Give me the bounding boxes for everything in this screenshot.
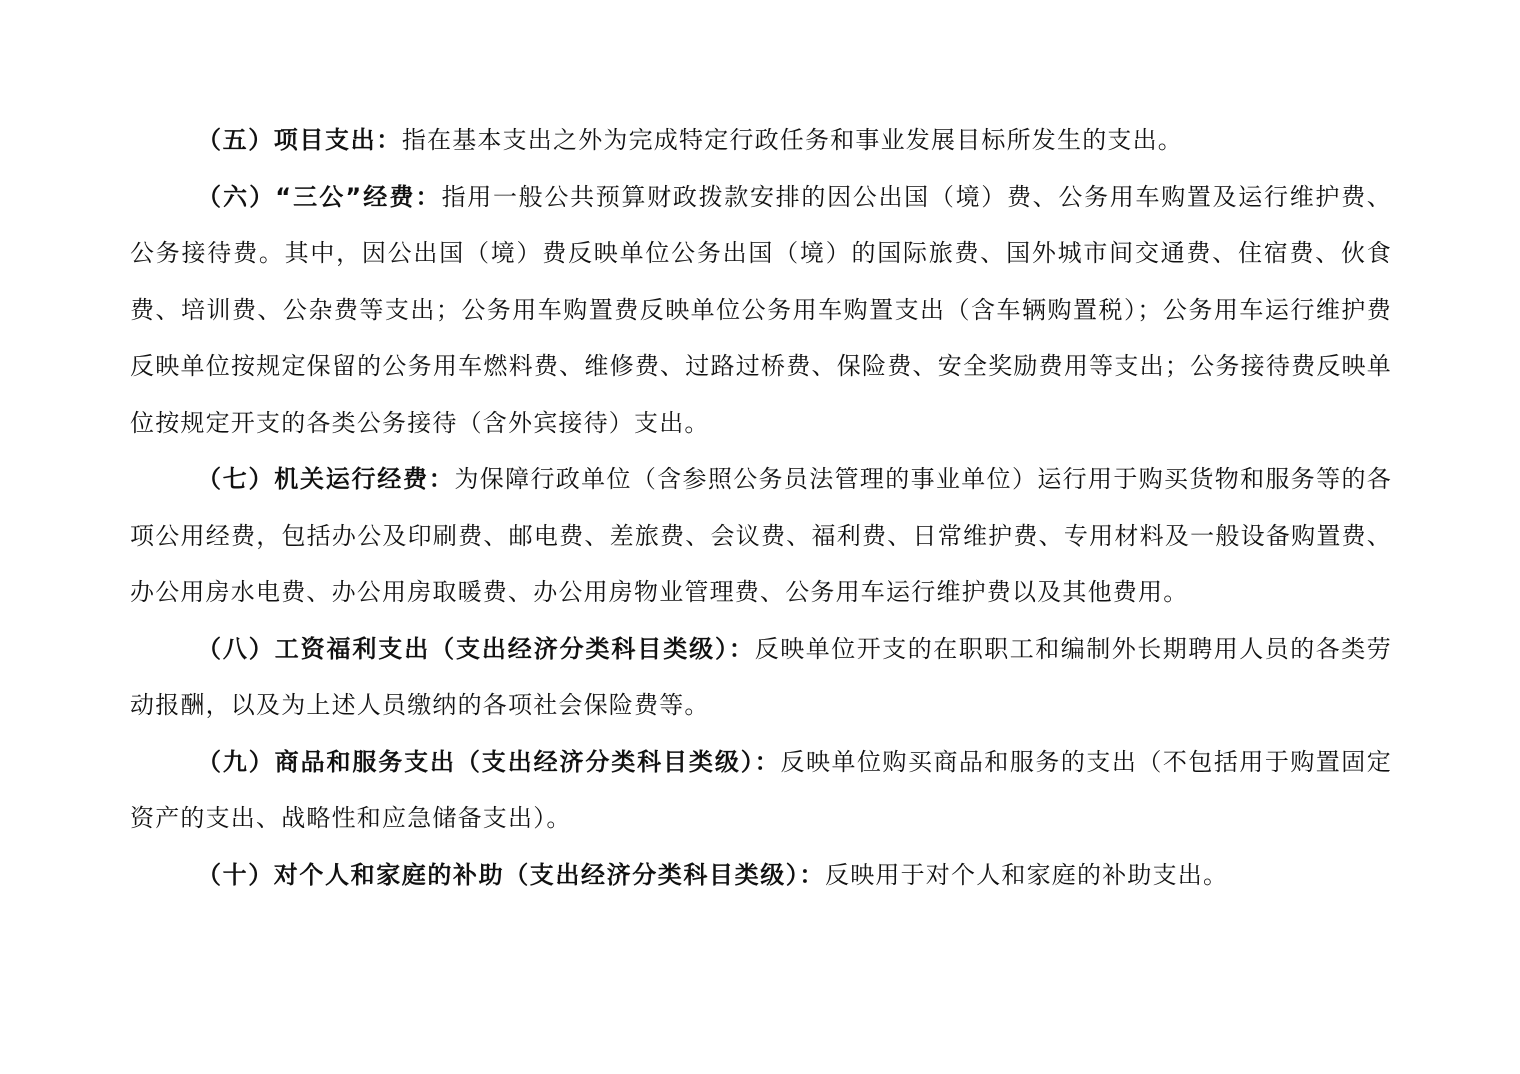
paragraph-three-public-expenses	[130, 169, 1392, 452]
paragraph-office-operating-expenses	[130, 451, 1392, 621]
paragraph-goods-services	[130, 734, 1392, 847]
term-definition: 反映用于对个人和家庭的补助支出。	[825, 860, 1229, 889]
term-definition: 为保障行政单位（含参照公务员法管理的事业单位）运行用于购买货物和服务等的各项公用经费，包括办公及印刷费、邮电费、差旅费、会议费、福利费、日常维护费、专用材料及一般设备购置费、办公用房水电费、办公用房取暖费、办公用房物业管理费、公务用车运行维护费以及其他费用。	[130, 465, 1392, 606]
paragraph-project-expenditure	[130, 112, 1392, 169]
term-definition: 反映单位开支的在职职工和编制外长期聘用人员的各类劳动报酬，以及为上述人员缴纳的各项社会保险费等。	[130, 634, 1392, 719]
term-heading: （八）工资福利支出（支出经济分类科目类级）：	[197, 634, 755, 663]
term-definition: 指用一般公共预算财政拨款安排的因公出国（境）费、公务用车购置及运行维护费、公务接待费。其中，因公出国（境）费反映单位公务出国（境）的国际旅费、国外城市间交通费、住宿费、伙食费、培训费、公杂费等支出；公务用车购置费反映单位公务用车购置支出（含车辆购置税）；公务用车运行维护费反映单位按规定保留的公务用车燃料费、维修费、过路过桥费、保险费、安全奖励费用等支出；公务接待费反映单位按规定开支的各类公务接待（含外宾接待）支出。	[130, 182, 1392, 437]
term-heading: （五）项目支出：	[197, 126, 402, 154]
paragraph-subsidies-individuals-families	[130, 847, 1392, 904]
document-page	[130, 112, 1392, 903]
term-definition: 反映单位购买商品和服务的支出（不包括用于购置固定资产的支出、战略性和应急储备支出）。	[130, 747, 1392, 832]
paragraph-wages-welfare	[130, 621, 1392, 734]
term-definition: 指在基本支出之外为完成特定行政任务和事业发展目标所发生的支出。	[401, 126, 1184, 154]
term-heading: （六）“三公”经费：	[197, 182, 442, 211]
term-heading: （七）机关运行经费：	[197, 465, 455, 493]
term-heading: （十）对个人和家庭的补助（支出经济分类科目类级）：	[197, 860, 825, 889]
term-heading: （九）商品和服务支出（支出经济分类科目类级）：	[197, 747, 781, 776]
